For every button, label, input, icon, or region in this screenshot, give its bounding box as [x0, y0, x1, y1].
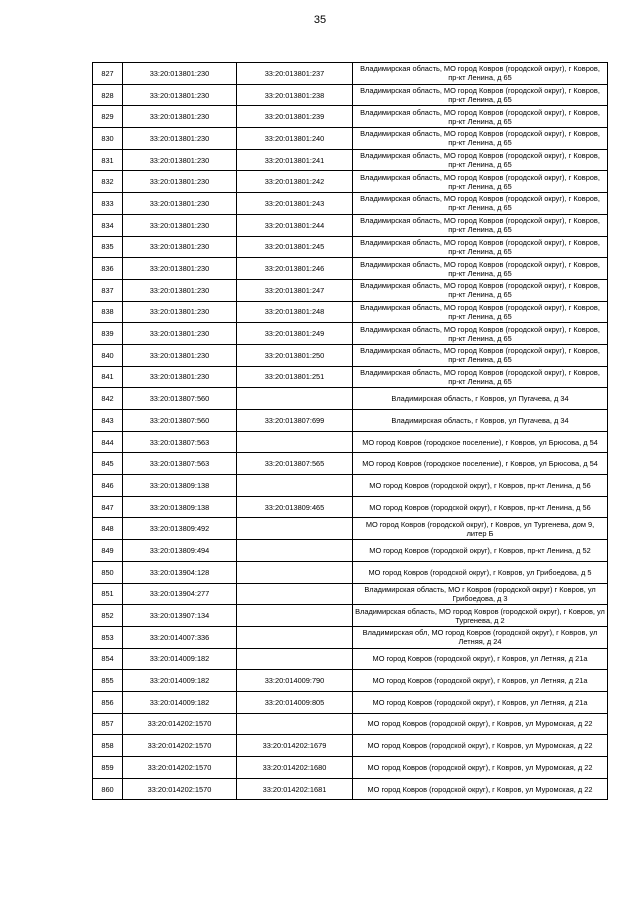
- row-number-cell: 828: [93, 84, 123, 106]
- parent-cadastral-number-cell: 33:20:013809:138: [123, 496, 237, 518]
- table-row: [93, 106, 608, 128]
- parent-cadastral-number-cell: 33:20:014009:182: [123, 691, 237, 713]
- address-cell: Владимирская область, МО город Ковров (городской округ), г Ковров, пр-кт Ленина, д 65: [353, 258, 608, 280]
- table-row: [93, 344, 608, 366]
- address-cell: МО город Ковров (городской округ), г Ковров, ул Летняя, д 21а: [353, 670, 608, 692]
- parent-cadastral-number-cell: 33:20:014202:1570: [123, 757, 237, 779]
- parent-cadastral-number-cell: 33:20:013801:230: [123, 193, 237, 215]
- row-number-cell: 850: [93, 561, 123, 583]
- parent-cadastral-number-cell: 33:20:013809:494: [123, 540, 237, 562]
- row-number-cell: 848: [93, 518, 123, 540]
- table-row: [93, 410, 608, 432]
- parent-cadastral-number-cell: 33:20:014007:336: [123, 626, 237, 648]
- parent-cadastral-number-cell: 33:20:014202:1570: [123, 713, 237, 735]
- object-cadastral-number-cell: [237, 713, 353, 735]
- object-cadastral-number-cell: 33:20:013801:251: [237, 366, 353, 388]
- object-cadastral-number-cell: 33:20:013801:242: [237, 171, 353, 193]
- object-cadastral-number-cell: [237, 605, 353, 627]
- address-cell: Владимирская область, МО город Ковров (городской округ), г Ковров, пр-кт Ленина, д 65: [353, 149, 608, 171]
- parent-cadastral-number-cell: 33:20:013807:563: [123, 453, 237, 475]
- address-cell: МО город Ковров (городской округ), г Ковров, ул Муромская, д 22: [353, 757, 608, 779]
- row-number-cell: 849: [93, 540, 123, 562]
- object-cadastral-number-cell: 33:20:013801:246: [237, 258, 353, 280]
- parent-cadastral-number-cell: 33:20:014009:182: [123, 670, 237, 692]
- address-cell: Владимирская область, МО город Ковров (городской округ), г Ковров, пр-кт Ленина, д 65: [353, 128, 608, 150]
- row-number-cell: 829: [93, 106, 123, 128]
- row-number-cell: 842: [93, 388, 123, 410]
- object-cadastral-number-cell: 33:20:013801:240: [237, 128, 353, 150]
- table-row: [93, 626, 608, 648]
- address-cell: Владимирская область, МО город Ковров (городской округ), г Ковров, пр-кт Ленина, д 65: [353, 236, 608, 258]
- table-row: [93, 366, 608, 388]
- parent-cadastral-number-cell: 33:20:013801:230: [123, 214, 237, 236]
- address-cell: МО город Ковров (городской округ), г Ковров, ул Муромская, д 22: [353, 778, 608, 800]
- table-row: [93, 301, 608, 323]
- row-number-cell: 844: [93, 431, 123, 453]
- table-row: [93, 453, 608, 475]
- table-row: [93, 778, 608, 800]
- address-cell: Владимирская обл, МО город Ковров (городской округ), г Ковров, ул Летняя, д 24: [353, 626, 608, 648]
- address-cell: МО город Ковров (городской округ), г Ковров, пр-кт Ленина, д 56: [353, 496, 608, 518]
- address-cell: Владимирская область, МО город Ковров (городской округ), г Ковров, пр-кт Ленина, д 65: [353, 193, 608, 215]
- table-row: [93, 258, 608, 280]
- parent-cadastral-number-cell: 33:20:013807:563: [123, 431, 237, 453]
- table-row: [93, 518, 608, 540]
- table-row: [93, 236, 608, 258]
- object-cadastral-number-cell: 33:20:013801:239: [237, 106, 353, 128]
- object-cadastral-number-cell: [237, 518, 353, 540]
- row-number-cell: 827: [93, 63, 123, 85]
- table-row: [93, 149, 608, 171]
- address-cell: Владимирская область, МО город Ковров (городской округ), г Ковров, пр-кт Ленина, д 65: [353, 63, 608, 85]
- object-cadastral-number-cell: [237, 475, 353, 497]
- address-cell: МО город Ковров (городской округ), г Ковров, ул Муромская, д 22: [353, 735, 608, 757]
- address-cell: Владимирская область, МО город Ковров (городской округ), г Ковров, пр-кт Ленина, д 65: [353, 84, 608, 106]
- table-row: [93, 561, 608, 583]
- object-cadastral-number-cell: [237, 561, 353, 583]
- address-cell: МО город Ковров (городское поселение), г Ковров, ул Брюсова, д 54: [353, 431, 608, 453]
- parent-cadastral-number-cell: 33:20:013801:230: [123, 344, 237, 366]
- row-number-cell: 856: [93, 691, 123, 713]
- row-number-cell: 846: [93, 475, 123, 497]
- table-row: [93, 193, 608, 215]
- parent-cadastral-number-cell: 33:20:013907:134: [123, 605, 237, 627]
- row-number-cell: 830: [93, 128, 123, 150]
- cadastral-table: [92, 62, 608, 800]
- address-cell: Владимирская область, МО город Ковров (городской округ), г Ковров, пр-кт Ленина, д 65: [353, 106, 608, 128]
- object-cadastral-number-cell: 33:20:013801:244: [237, 214, 353, 236]
- object-cadastral-number-cell: 33:20:013807:699: [237, 410, 353, 432]
- row-number-cell: 857: [93, 713, 123, 735]
- address-cell: Владимирская область, МО город Ковров (городской округ), г Ковров, пр-кт Ленина, д 65: [353, 301, 608, 323]
- parent-cadastral-number-cell: 33:20:013801:230: [123, 171, 237, 193]
- row-number-cell: 838: [93, 301, 123, 323]
- row-number-cell: 853: [93, 626, 123, 648]
- table-row: [93, 713, 608, 735]
- object-cadastral-number-cell: [237, 648, 353, 670]
- object-cadastral-number-cell: 33:20:013801:249: [237, 323, 353, 345]
- row-number-cell: 840: [93, 344, 123, 366]
- address-cell: МО город Ковров (городской округ), г Ковров, ул Грибоедова, д 5: [353, 561, 608, 583]
- address-cell: МО город Ковров (городской округ), г Ковров, ул Тургенева, дом 9, литер Б: [353, 518, 608, 540]
- object-cadastral-number-cell: 33:20:014202:1680: [237, 757, 353, 779]
- address-cell: МО город Ковров (городской округ), г Ковров, пр-кт Ленина, д 52: [353, 540, 608, 562]
- row-number-cell: 831: [93, 149, 123, 171]
- object-cadastral-number-cell: 33:20:013807:565: [237, 453, 353, 475]
- address-cell: Владимирская область, МО город Ковров (городской округ), г Ковров, пр-кт Ленина, д 65: [353, 279, 608, 301]
- parent-cadastral-number-cell: 33:20:013801:230: [123, 106, 237, 128]
- object-cadastral-number-cell: 33:20:013801:241: [237, 149, 353, 171]
- table-row: [93, 757, 608, 779]
- row-number-cell: 855: [93, 670, 123, 692]
- parent-cadastral-number-cell: 33:20:013801:230: [123, 258, 237, 280]
- table-row: [93, 431, 608, 453]
- row-number-cell: 854: [93, 648, 123, 670]
- table-row: [93, 279, 608, 301]
- address-cell: МО город Ковров (городской округ), г Ковров, ул Муромская, д 22: [353, 713, 608, 735]
- row-number-cell: 837: [93, 279, 123, 301]
- parent-cadastral-number-cell: 33:20:013904:128: [123, 561, 237, 583]
- table-row: [93, 648, 608, 670]
- parent-cadastral-number-cell: 33:20:013801:230: [123, 279, 237, 301]
- row-number-cell: 860: [93, 778, 123, 800]
- address-cell: Владимирская область, МО город Ковров (городской округ), г Ковров, ул Тургенева, д 2: [353, 605, 608, 627]
- address-cell: Владимирская область, МО город Ковров (городской округ), г Ковров, пр-кт Ленина, д 65: [353, 323, 608, 345]
- object-cadastral-number-cell: 33:20:013801:238: [237, 84, 353, 106]
- parent-cadastral-number-cell: 33:20:013904:277: [123, 583, 237, 605]
- row-number-cell: 847: [93, 496, 123, 518]
- table-row: [93, 214, 608, 236]
- parent-cadastral-number-cell: 33:20:013801:230: [123, 301, 237, 323]
- row-number-cell: 843: [93, 410, 123, 432]
- table-row: [93, 171, 608, 193]
- object-cadastral-number-cell: [237, 431, 353, 453]
- parent-cadastral-number-cell: 33:20:013801:230: [123, 84, 237, 106]
- table-row: [93, 84, 608, 106]
- address-cell: МО город Ковров (городское поселение), г Ковров, ул Брюсова, д 54: [353, 453, 608, 475]
- parent-cadastral-number-cell: 33:20:013801:230: [123, 63, 237, 85]
- table-row: [93, 475, 608, 497]
- table-row: [93, 128, 608, 150]
- page-number: 35: [313, 14, 327, 26]
- table-row: [93, 605, 608, 627]
- table-row: [93, 63, 608, 85]
- address-cell: МО город Ковров (городской округ), г Ковров, ул Летняя, д 21а: [353, 648, 608, 670]
- object-cadastral-number-cell: 33:20:014009:790: [237, 670, 353, 692]
- row-number-cell: 832: [93, 171, 123, 193]
- object-cadastral-number-cell: [237, 388, 353, 410]
- table-row: [93, 496, 608, 518]
- table-row: [93, 670, 608, 692]
- object-cadastral-number-cell: [237, 540, 353, 562]
- parent-cadastral-number-cell: 33:20:013801:230: [123, 128, 237, 150]
- row-number-cell: 839: [93, 323, 123, 345]
- parent-cadastral-number-cell: 33:20:013807:560: [123, 388, 237, 410]
- parent-cadastral-number-cell: 33:20:013801:230: [123, 366, 237, 388]
- row-number-cell: 834: [93, 214, 123, 236]
- object-cadastral-number-cell: 33:20:013801:248: [237, 301, 353, 323]
- parent-cadastral-number-cell: 33:20:013801:230: [123, 149, 237, 171]
- table-body: [93, 63, 608, 800]
- object-cadastral-number-cell: 33:20:014202:1681: [237, 778, 353, 800]
- table-row: [93, 691, 608, 713]
- object-cadastral-number-cell: 33:20:013801:243: [237, 193, 353, 215]
- table-row: [93, 540, 608, 562]
- table-row: [93, 583, 608, 605]
- object-cadastral-number-cell: [237, 626, 353, 648]
- parent-cadastral-number-cell: 33:20:014009:182: [123, 648, 237, 670]
- parent-cadastral-number-cell: 33:20:013809:492: [123, 518, 237, 540]
- object-cadastral-number-cell: 33:20:014009:805: [237, 691, 353, 713]
- table-row: [93, 735, 608, 757]
- row-number-cell: 852: [93, 605, 123, 627]
- address-cell: Владимирская область, г Ковров, ул Пугачева, д 34: [353, 388, 608, 410]
- table-row: [93, 388, 608, 410]
- object-cadastral-number-cell: 33:20:013801:250: [237, 344, 353, 366]
- object-cadastral-number-cell: 33:20:014202:1679: [237, 735, 353, 757]
- row-number-cell: 833: [93, 193, 123, 215]
- address-cell: Владимирская область, МО город Ковров (городской округ), г Ковров, пр-кт Ленина, д 65: [353, 171, 608, 193]
- address-cell: Владимирская область, МО город Ковров (городской округ), г Ковров, пр-кт Ленина, д 65: [353, 344, 608, 366]
- address-cell: МО город Ковров (городской округ), г Ковров, ул Летняя, д 21а: [353, 691, 608, 713]
- parent-cadastral-number-cell: 33:20:013801:230: [123, 323, 237, 345]
- object-cadastral-number-cell: 33:20:013801:237: [237, 63, 353, 85]
- parent-cadastral-number-cell: 33:20:013807:560: [123, 410, 237, 432]
- object-cadastral-number-cell: 33:20:013801:245: [237, 236, 353, 258]
- object-cadastral-number-cell: [237, 583, 353, 605]
- row-number-cell: 845: [93, 453, 123, 475]
- parent-cadastral-number-cell: 33:20:013801:230: [123, 236, 237, 258]
- address-cell: Владимирская область, МО город Ковров (городской округ), г Ковров, пр-кт Ленина, д 65: [353, 214, 608, 236]
- row-number-cell: 841: [93, 366, 123, 388]
- parent-cadastral-number-cell: 33:20:014202:1570: [123, 778, 237, 800]
- table-row: [93, 323, 608, 345]
- row-number-cell: 859: [93, 757, 123, 779]
- address-cell: МО город Ковров (городской округ), г Ковров, пр-кт Ленина, д 56: [353, 475, 608, 497]
- object-cadastral-number-cell: 33:20:013801:247: [237, 279, 353, 301]
- parent-cadastral-number-cell: 33:20:014202:1570: [123, 735, 237, 757]
- address-cell: Владимирская область, МО г Ковров (городской округ) г Ковров, ул Грибоедова, д 3: [353, 583, 608, 605]
- address-cell: Владимирская область, МО город Ковров (городской округ), г Ковров, пр-кт Ленина, д 65: [353, 366, 608, 388]
- row-number-cell: 858: [93, 735, 123, 757]
- parent-cadastral-number-cell: 33:20:013809:138: [123, 475, 237, 497]
- address-cell: Владимирская область, г Ковров, ул Пугачева, д 34: [353, 410, 608, 432]
- row-number-cell: 851: [93, 583, 123, 605]
- object-cadastral-number-cell: 33:20:013809:465: [237, 496, 353, 518]
- row-number-cell: 836: [93, 258, 123, 280]
- row-number-cell: 835: [93, 236, 123, 258]
